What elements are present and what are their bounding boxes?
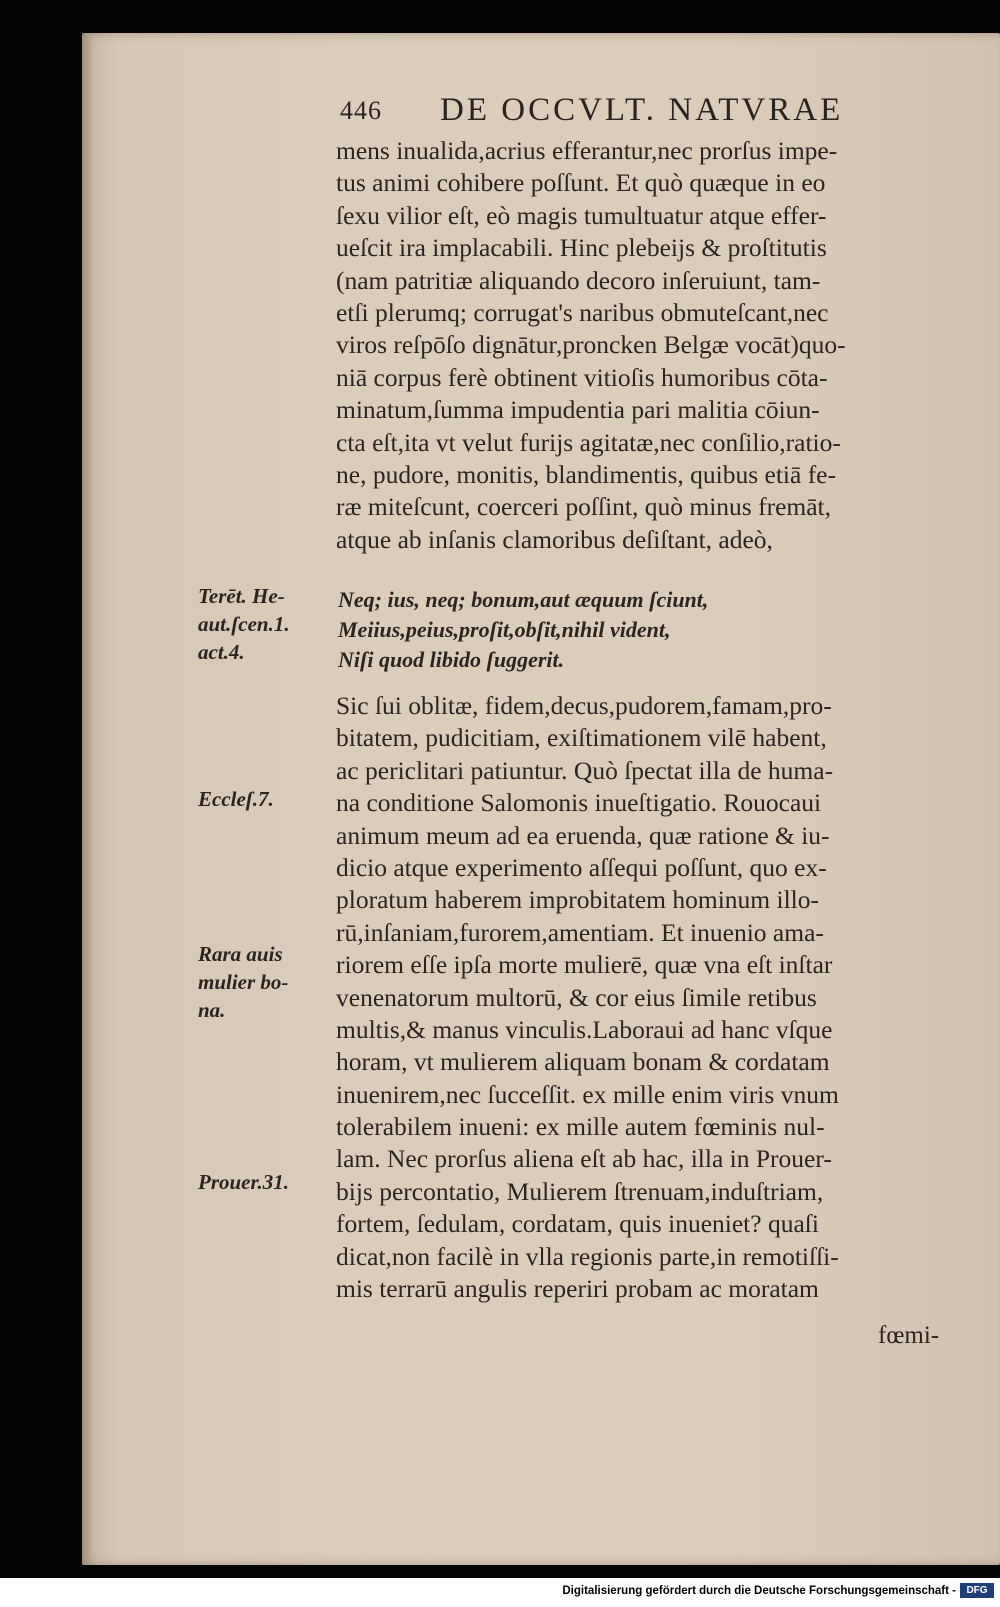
text-line: bitatem, pudicitiam, exiſtimationem vilē habent, [336, 723, 827, 753]
margin-note-line: Terēt. He- [198, 584, 285, 608]
text-line: tus animi cohibere poſſunt. Et quò quæque in eo [336, 168, 826, 198]
running-head [340, 92, 900, 132]
margin-note-line: aut.ſcen.1. [198, 612, 290, 636]
text-line: lam. Nec prorſus aliena eſt ab hac, illa in Prouer- [336, 1144, 832, 1174]
margin-note-line: act.4. [198, 640, 245, 664]
text-line: multis,& manus vinculis.Laboraui ad hanc vſque [336, 1014, 833, 1044]
margin-note-line: na. [198, 998, 226, 1022]
text-line: animum meum ad ea eruenda, quæ ratione & iu- [336, 820, 830, 850]
margin-note-line: mulier bo- [198, 970, 289, 994]
text-line: atque ab inſanis clamoribus deſiſtant, adeò, [336, 524, 773, 554]
catchword: fœmi- [878, 1322, 940, 1349]
body-text-upper [336, 135, 966, 556]
text-line: na conditione Salomonis inueſtigatio. Rouocaui [336, 788, 822, 818]
text-line: dicio atque experimento aſſequi poſſunt, quo ex- [336, 852, 827, 882]
page-number: 446 [340, 96, 382, 125]
margin-note-proverbs [198, 1168, 333, 1196]
text-line: tolerabilem inueni: ex mille autem fœminis nul- [336, 1112, 825, 1142]
text-line: rū,inſaniam,furorem,amentiam. Et inuenio ama- [336, 917, 824, 947]
text-line: ſexu vilior eſt, eò magis tumultuatur atque effer- [336, 200, 827, 230]
margin-note-line: Rara auis [198, 942, 283, 966]
verse-line: Niſi quod libido ſuggerit. [338, 647, 565, 672]
text-line: horam, vt mulierem aliquam bonam & cordatam [336, 1047, 830, 1077]
text-line: cta eſt,ita vt velut furijs agitatæ,nec conſilio,ratio- [336, 427, 841, 457]
text-line: (nam patritiæ aliquando decoro inſeruiunt, tam- [336, 265, 821, 295]
margin-note-ecclesiastes [198, 785, 333, 813]
text-line: riorem eſſe ipſa morte mulierē, quæ vna eſt inſtar [336, 950, 833, 980]
text-line: Sic ſui oblitæ, fidem,decus,pudorem,famam,pro- [336, 691, 832, 720]
text-line: dicat,non facilè in vlla regionis parte,in remotiſſi- [336, 1241, 839, 1271]
verse-quotation [338, 585, 898, 675]
text-line: bijs percontatio, Mulierem ſtrenuam,induſtriam, [336, 1176, 824, 1206]
text-line: ploratum haberem improbitatem hominum illo- [336, 885, 819, 915]
text-line: ne, pudore, monitis, blandimentis, quibus etiā fe- [336, 459, 836, 489]
text-line: fortem, ſedulam, cordatam, quis inueniet? quaſi [336, 1209, 819, 1239]
dfg-logo: DFG [960, 1583, 994, 1598]
digitization-footer [0, 1578, 1000, 1607]
text-line: venenatorum multorū, & cor eius ſimile retibus [336, 982, 817, 1012]
text-line: viros reſpōſo dignātur,proncken Belgæ vocāt)quo- [336, 330, 846, 360]
margin-note-terence [198, 582, 333, 666]
text-line: mens inualida,acrius efferantur,nec prorſus impe- [336, 136, 838, 165]
margin-note-line: Eccleſ.7. [198, 787, 274, 811]
verse-line: Meiius,peius,proſit,obſit,nihil vident, [338, 617, 671, 642]
text-line: etſi plerumq; corrugat's naribus obmuteſcant,nec [336, 297, 829, 327]
verse-line: Neq; ius, neq; bonum,aut æquum ſciunt, [338, 587, 709, 612]
body-text-lower [336, 690, 966, 1305]
text-line: niā corpus ferè obtinent vitioſis humoribus cōta- [336, 362, 828, 392]
margin-note-rara-auis [198, 940, 333, 1024]
text-line: ræ miteſcunt, coerceri poſſint, quò minus fremāt, [336, 492, 831, 522]
margin-note-line: Prouer.31. [198, 1170, 290, 1194]
text-line: minatum,ſumma impudentia pari malitia cōiun- [336, 395, 820, 425]
text-line: mis terrarū angulis reperiri probam ac moratam [336, 1274, 819, 1304]
text-line: ueſcit ira implacabili. Hinc plebeijs & proſtitutis [336, 233, 827, 263]
text-line: inuenirem,nec ſucceſſit. ex mille enim viris vnum [336, 1079, 839, 1109]
running-title: DE OCCVLT. NATVRAE [440, 92, 844, 128]
text-line: ac periclitari patiuntur. Quò ſpectat illa de huma- [336, 755, 834, 785]
funding-credit: Digitalisierung gefördert durch die Deutsche Forschungsgemeinschaft - [562, 1585, 956, 1597]
